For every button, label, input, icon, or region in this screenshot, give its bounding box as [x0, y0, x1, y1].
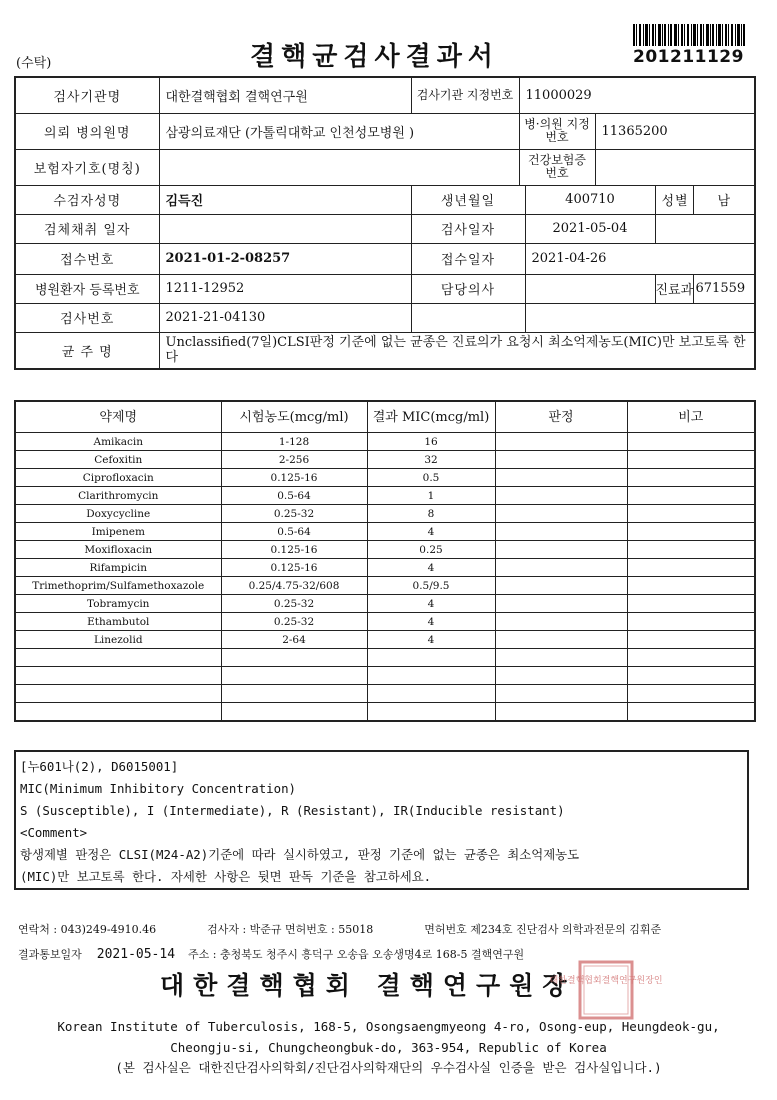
hospital-label: 의뢰 병의원명	[15, 113, 159, 149]
origin-label: (수탁)	[16, 56, 52, 71]
comment-line-heading: <Comment>	[20, 825, 88, 840]
test-no-label: 검사번호	[15, 303, 159, 332]
contact-text: 연락처 : 043)249-4910.46	[18, 923, 157, 936]
dept-label: 진료과	[655, 274, 693, 303]
receipt-no-value: 2021-01-2-08257	[159, 243, 411, 274]
drug-name-cell: Linezolid	[15, 631, 221, 649]
health-cert-value	[595, 149, 755, 185]
header-range: 시험농도(mcg/ml)	[221, 401, 367, 433]
mic-result-cell: 32	[367, 451, 495, 469]
drug-name-cell: Moxifloxacin	[15, 541, 221, 559]
drug-name-cell: Imipenem	[15, 523, 221, 541]
english-address-line2: Cheongju-si, Chungcheongbuk-do, 363-954, Republic of Korea	[170, 1040, 607, 1055]
drug-row	[15, 469, 755, 487]
empty-cell	[367, 703, 495, 722]
strain-label: 균 주 명	[15, 332, 159, 369]
drug-row-empty	[15, 685, 755, 703]
mic-result-cell: 4	[367, 523, 495, 541]
insurance-label: 보험자기호(명칭)	[15, 149, 159, 185]
examiner-text: 검사자 : 박준규 면허번호 : 55018	[207, 923, 374, 936]
empty-cell	[221, 703, 367, 722]
test-range-cell: 0.5-64	[221, 487, 367, 505]
hosp-code-value: 11365200	[595, 113, 755, 149]
drug-row	[15, 523, 755, 541]
test-range-cell: 0.25-32	[221, 505, 367, 523]
birth-value: 400710	[525, 185, 655, 214]
drug-name-cell: Ciprofloxacin	[15, 469, 221, 487]
hospital-value: 삼광의료재단 (가톨릭대학교 인천성모병원 )	[159, 113, 519, 149]
empty-cell	[627, 667, 755, 685]
doctor-value	[525, 274, 655, 303]
header-note: 비고	[627, 401, 755, 433]
note-cell	[627, 487, 755, 505]
mic-result-cell: 0.5/9.5	[367, 577, 495, 595]
empty-cell	[627, 649, 755, 667]
info-row-insurance	[15, 149, 755, 185]
info-row-test-no	[15, 303, 755, 332]
info-row-strain	[15, 332, 755, 369]
mic-result-cell: 0.5	[367, 469, 495, 487]
test-range-cell: 0.25-32	[221, 613, 367, 631]
drug-name-cell: Tobramycin	[15, 595, 221, 613]
inst-code-label: 검사기관 지정번호	[411, 77, 519, 113]
judgement-cell	[495, 559, 627, 577]
institution-value: 대한결핵협회 결핵연구원	[159, 77, 411, 113]
comment-box	[14, 750, 749, 890]
health-cert-label: 건강보험증 번호	[519, 149, 595, 185]
drug-row-empty	[15, 667, 755, 685]
reg-no-value: 1211-12952	[159, 274, 411, 303]
comment-line-mic: MIC(Minimum Inhibitory Concentration)	[20, 781, 297, 796]
info-row-patient	[15, 185, 755, 214]
footer-line-report	[18, 946, 524, 962]
note-cell	[627, 433, 755, 451]
drug-row	[15, 631, 755, 649]
empty-cell	[221, 649, 367, 667]
sex-label: 성별	[655, 185, 693, 214]
test-no-value: 2021-21-04130	[159, 303, 411, 332]
test-range-cell: 0.5-64	[221, 523, 367, 541]
empty-cell	[367, 649, 495, 667]
empty-cell	[627, 685, 755, 703]
drug-row	[15, 541, 755, 559]
comment-line-legend: S (Susceptible), I (Intermediate), R (Resistant), IR(Inducible resistant)	[20, 803, 565, 818]
judgement-cell	[495, 523, 627, 541]
patient-info-table	[14, 76, 756, 370]
empty-cell	[495, 685, 627, 703]
test-range-cell: 0.25-32	[221, 595, 367, 613]
empty-cell	[627, 703, 755, 722]
mic-result-cell: 0.25	[367, 541, 495, 559]
note-cell	[627, 541, 755, 559]
barcode-graphic	[633, 24, 745, 46]
empty-cell	[221, 685, 367, 703]
note-cell	[627, 631, 755, 649]
test-range-cell: 0.25/4.75-32/608	[221, 577, 367, 595]
english-address-line1: Korean Institute of Tuberculosis, 168-5, Osongsaengmyeong 4-ro, Osong-eup, Heungdeok-gu,	[57, 1019, 720, 1034]
specialist-text: 면허번호 제234호 진단검사 의학과전문의 김휘준	[424, 923, 662, 936]
comment-line-body1: 항생제별 판정은 CLSI(M24-A2)기준에 따라 실시하였고, 판정 기준에 없는 균종은 최소억제농도	[20, 847, 580, 862]
header-drug: 약제명	[15, 401, 221, 433]
test-range-cell: 0.125-16	[221, 559, 367, 577]
doctor-label: 담당의사	[411, 274, 525, 303]
drug-row	[15, 577, 755, 595]
drug-table-header	[15, 401, 755, 433]
drug-name-cell: Ethambutol	[15, 613, 221, 631]
header-judgement: 판정	[495, 401, 627, 433]
drug-name-cell: Doxycycline	[15, 505, 221, 523]
judgement-cell	[495, 577, 627, 595]
empty-cell	[367, 667, 495, 685]
empty-cell	[495, 703, 627, 722]
empty-cell	[495, 649, 627, 667]
collect-label: 검체채취 일자	[15, 214, 159, 243]
inst-code-value: 11000029	[519, 77, 755, 113]
note-cell	[627, 613, 755, 631]
mic-result-cell: 16	[367, 433, 495, 451]
birth-label: 생년월일	[411, 185, 525, 214]
empty-cell	[15, 703, 221, 722]
judgement-cell	[495, 433, 627, 451]
test-date-value: 2021-05-04	[525, 214, 655, 243]
receipt-date-label: 접수일자	[411, 243, 525, 274]
judgement-cell	[495, 505, 627, 523]
strain-value: Unclassified(7일)CLSI판정 기준에 없는 균종은 진료의가 요청시 최소억제농도(MIC)만 보고토록 한다	[159, 332, 755, 369]
note-cell	[627, 559, 755, 577]
patient-label: 수검자성명	[15, 185, 159, 214]
empty-cell	[15, 685, 221, 703]
drug-name-cell: Cefoxitin	[15, 451, 221, 469]
barcode-number: 201211129	[633, 47, 744, 67]
mic-result-cell: 4	[367, 631, 495, 649]
drug-row	[15, 451, 755, 469]
hosp-code-label: 병·의원 지정번호	[519, 113, 595, 149]
judgement-cell	[495, 631, 627, 649]
empty-cell	[15, 649, 221, 667]
note-cell	[627, 505, 755, 523]
drug-name-cell: Clarithromycin	[15, 487, 221, 505]
test-range-cell: 1-128	[221, 433, 367, 451]
test-range-cell: 0.125-16	[221, 541, 367, 559]
drug-row	[15, 487, 755, 505]
info-row-hospital	[15, 113, 755, 149]
info-row-dates	[15, 214, 755, 243]
document-title: 결핵균검사결과서	[250, 42, 499, 72]
korean-address: 주소 : 충청북도 청주시 흥덕구 오송읍 오송생명4로 168-5 결핵연구원	[188, 948, 525, 961]
drug-name-cell: Rifampicin	[15, 559, 221, 577]
official-seal-stamp	[549, 960, 663, 1020]
drug-susceptibility-table	[14, 400, 756, 722]
insurance-value	[159, 149, 519, 185]
mic-result-cell: 4	[367, 595, 495, 613]
comment-line-code: [누601나(2), D6015001]	[20, 759, 179, 774]
info-row-receipt	[15, 243, 755, 274]
comment-line-body2: (MIC)만 보고토록 한다. 자세한 사항은 뒷면 판독 기준을 참고하세요.	[20, 869, 432, 884]
dept-value: 671559	[693, 274, 755, 303]
report-date-label: 결과통보일자	[18, 948, 82, 961]
info-row-institution	[15, 77, 755, 113]
judgement-cell	[495, 613, 627, 631]
judgement-cell	[495, 541, 627, 559]
drug-name-cell: Amikacin	[15, 433, 221, 451]
drug-row	[15, 505, 755, 523]
note-cell	[627, 469, 755, 487]
judgement-cell	[495, 451, 627, 469]
institute-name: 대한결핵협회 결핵연구원장	[160, 971, 576, 1000]
test-range-cell: 2-256	[221, 451, 367, 469]
footer-line-contact	[18, 921, 661, 937]
drug-row	[15, 559, 755, 577]
drug-row	[15, 595, 755, 613]
drug-row-empty	[15, 703, 755, 722]
note-cell	[627, 451, 755, 469]
reg-no-label: 병원환자 등록번호	[15, 274, 159, 303]
certification-note: (본 검사실은 대한진단검사의학회/진단검사의학재단의 우수검사실 인증을 받은 검사실입니다.)	[115, 1060, 662, 1075]
header-result: 결과 MIC(mcg/ml)	[367, 401, 495, 433]
receipt-no-label: 접수번호	[15, 243, 159, 274]
receipt-date-value: 2021-04-26	[525, 243, 755, 274]
drug-name-cell: Trimethoprim/Sulfamethoxazole	[15, 577, 221, 595]
empty-cell	[367, 685, 495, 703]
drug-row	[15, 613, 755, 631]
sex-value: 남	[693, 185, 755, 214]
test-date-label: 검사일자	[411, 214, 525, 243]
institution-label: 검사기관명	[15, 77, 159, 113]
report-date-value: 2021-05-14	[96, 947, 176, 962]
patient-value: 김득진	[159, 185, 411, 214]
judgement-cell	[495, 469, 627, 487]
english-address	[0, 1016, 777, 1058]
mic-result-cell: 4	[367, 613, 495, 631]
judgement-cell	[495, 595, 627, 613]
judgement-cell	[495, 487, 627, 505]
mic-result-cell: 8	[367, 505, 495, 523]
note-cell	[627, 523, 755, 541]
seal-text: 대한결핵협회결핵연구원장인	[549, 976, 663, 986]
drug-row	[15, 433, 755, 451]
empty-cell	[495, 667, 627, 685]
empty-cell	[15, 667, 221, 685]
empty-cell	[221, 667, 367, 685]
drug-row-empty	[15, 649, 755, 667]
mic-result-cell: 4	[367, 559, 495, 577]
collect-value	[159, 214, 411, 243]
note-cell	[627, 595, 755, 613]
mic-result-cell: 1	[367, 487, 495, 505]
test-range-cell: 2-64	[221, 631, 367, 649]
test-range-cell: 0.125-16	[221, 469, 367, 487]
info-row-registration	[15, 274, 755, 303]
note-cell	[627, 577, 755, 595]
